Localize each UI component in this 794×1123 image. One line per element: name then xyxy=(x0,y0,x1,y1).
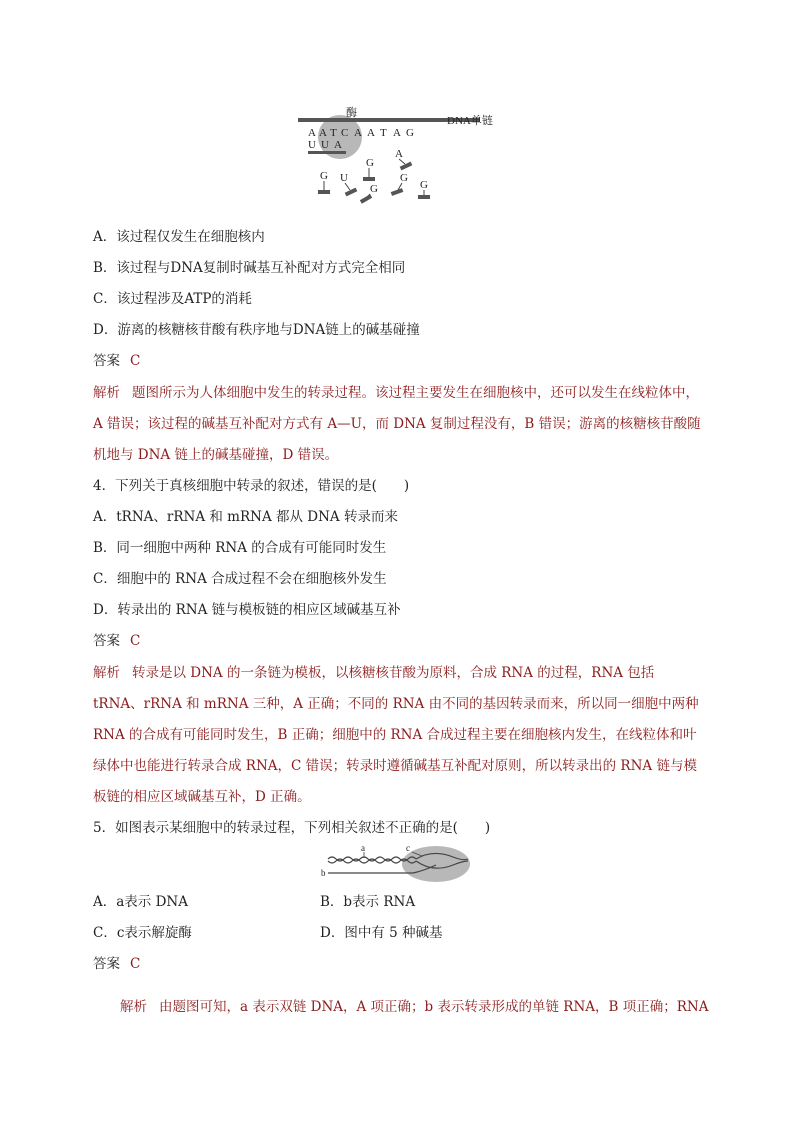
nucleotide xyxy=(318,170,330,194)
answer-value: C xyxy=(130,956,141,972)
label-b: b xyxy=(321,868,326,878)
label-a: a xyxy=(361,843,365,853)
nucleotide xyxy=(360,183,378,204)
svg-text:G: G xyxy=(366,157,374,169)
q5-explanation xyxy=(120,992,710,1023)
explanation-label: 解析 xyxy=(120,999,147,1015)
svg-text:G: G xyxy=(320,170,328,182)
q5-option-b: B．b表示 RNA xyxy=(320,894,416,910)
transcription-figure xyxy=(290,104,510,204)
q5-option-a: A．a表示 DNA xyxy=(93,894,188,910)
q3-explanation xyxy=(93,378,701,471)
dna-bases xyxy=(308,127,414,139)
answer-value: C xyxy=(130,353,141,369)
nucleotide xyxy=(391,172,408,196)
dna-base: G xyxy=(406,127,414,139)
rna-bases xyxy=(308,139,342,151)
rna-base: U xyxy=(321,139,329,151)
q3-option-a: A．该过程仅发生在细胞核内 xyxy=(93,229,265,245)
q5-answer xyxy=(93,955,140,973)
dna-base: T xyxy=(380,127,387,139)
dna-base: C xyxy=(341,127,349,139)
q4-answer xyxy=(93,632,140,650)
answer-label: 答案 xyxy=(93,353,120,369)
q5-option-c: C．c表示解旋酶 xyxy=(93,925,192,941)
q4-stem: 4．下列关于真核细胞中转录的叙述，错误的是( ) xyxy=(93,478,410,494)
dna-base: A xyxy=(393,127,401,139)
explanation-text: 转录是以 DNA 的一条链为模板，以核糖核苷酸为原料，合成 RNA 的过程，RNA 包括 tRNA、rRNA 和 mRNA 三种，A 正确；不同的 RNA 由不同的基因转录而来，所以同一细胞中两种 RNA 的合成有可能同时发生，B 正确；细胞中的 RNA 合成过程主要在细胞核内发生，在线粒体和叶绿体中也能进行转录合成 RNA，C 错误；转录时遵循碱基互补配对原则，所以转录出的 RNA 链与模板链的相应区域碱基互补，D 正确。 xyxy=(93,665,699,805)
nucleotide xyxy=(363,157,375,181)
q4-option-d: D．转录出的 RNA 链与模板链的相应区域碱基互补 xyxy=(93,602,401,618)
explanation-text: 由题图可知，a 表示双链 DNA，A 项正确；b 表示转录形成的单链 RNA，B 项正确；RNA xyxy=(159,999,709,1015)
nucleotide xyxy=(395,148,412,170)
label-c: c xyxy=(406,843,410,853)
explanation-text: 题图所示为人体细胞中发生的转录过程。该过程主要发生在细胞核中，还可以发生在线粒体中，A 错误；该过程的碱基互补配对方式有 A—U，而 DNA 复制过程没有，B 错误；游离的核糖核苷酸随机地与 DNA 链上的碱基碰撞，D 错误。 xyxy=(93,385,701,463)
q4-explanation xyxy=(93,658,701,813)
dna-base: A xyxy=(319,127,327,139)
dna-base: A xyxy=(367,127,375,139)
dna-base: T xyxy=(330,127,337,139)
dna-base: A xyxy=(308,127,316,139)
q3-option-c: C．该过程涉及ATP的消耗 xyxy=(93,291,252,307)
enzyme-c-shape xyxy=(402,846,470,882)
answer-label: 答案 xyxy=(93,956,120,972)
enzyme-label: 酶 xyxy=(346,107,357,119)
q4-option-b: B．同一细胞中两种 RNA 的合成有可能同时发生 xyxy=(93,540,387,556)
svg-text:G: G xyxy=(420,179,428,191)
explanation-label: 解析 xyxy=(93,385,120,401)
q5-transcription-figure xyxy=(318,843,478,885)
q3-option-d: D．游离的核糖核苷酸有秩序地与DNA链上的碱基碰撞 xyxy=(93,322,420,338)
svg-text:A: A xyxy=(395,148,403,160)
svg-text:G: G xyxy=(400,172,408,184)
strand-label: DNA单链 xyxy=(447,115,493,127)
svg-text:G: G xyxy=(370,183,378,195)
q4-option-a: A．tRNA、rRNA 和 mRNA 都从 DNA 转录而来 xyxy=(93,509,398,525)
answer-label: 答案 xyxy=(93,633,120,649)
q3-option-b: B．该过程与DNA复制时碱基互补配对方式完全相同 xyxy=(93,260,406,276)
explanation-label: 解析 xyxy=(93,665,120,681)
q4-option-c: C．细胞中的 RNA 合成过程不会在细胞核外发生 xyxy=(93,571,387,587)
rna-base: U xyxy=(308,139,316,151)
svg-text:U: U xyxy=(340,172,348,184)
rna-base: A xyxy=(334,139,342,151)
dna-base: A xyxy=(354,127,362,139)
nucleotide xyxy=(340,172,357,196)
nucleotide xyxy=(418,179,430,199)
q3-answer xyxy=(93,352,140,370)
q5-option-d: D．图中有 5 种碱基 xyxy=(320,925,443,941)
rna-backbone xyxy=(308,151,346,154)
q5-stem: 5．如图表示某细胞中的转录过程，下列相关叙述不正确的是( ) xyxy=(93,820,491,836)
answer-value: C xyxy=(130,633,141,649)
